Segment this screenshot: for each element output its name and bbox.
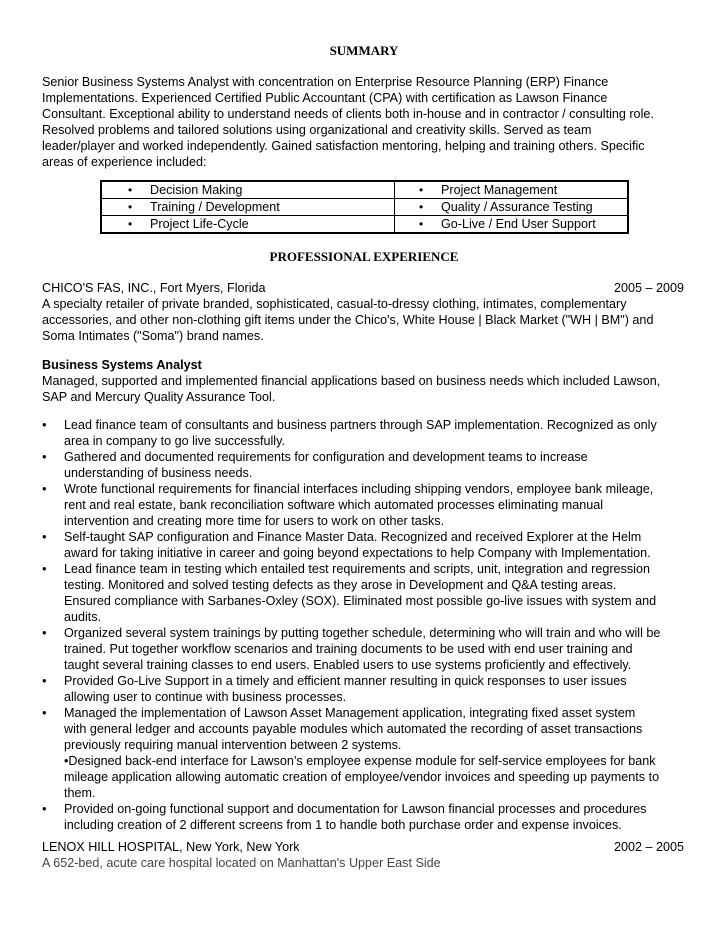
bullet-line: area in company to go live successfully. <box>64 434 285 448</box>
bullet-icon: • <box>42 705 47 720</box>
skill-cell <box>101 216 395 234</box>
company-name: LENOX HILL HOSPITAL, New York, New York <box>42 840 300 854</box>
bullet-line: taught several training classes to end users. Enabled users to use systems proficiently and effectively. <box>64 658 632 672</box>
summary-paragraph <box>42 74 692 170</box>
bullet-line: rent and real estate, bank reconciliation software which automated processes eliminating manual <box>64 498 604 512</box>
job-title: Business Systems Analyst <box>42 358 202 372</box>
summary-line: leader/player and worked independently. Gained satisfaction mentoring, helping and training others. Specific <box>42 139 645 153</box>
skill-cell <box>395 199 629 216</box>
bullet-line: them. <box>64 786 96 800</box>
description-line: Soma Intimates ("Soma") brand names. <box>42 329 264 343</box>
role-line: Managed, supported and implemented financial applications based on business needs which included Lawson, <box>42 374 661 388</box>
bullet-line: Provided Go-Live Support in a timely and efficient manner resulting in quick responses to user issues <box>64 674 627 688</box>
bullet-icon: • <box>42 417 47 432</box>
description-line: A 652-bed, acute care hospital located on Manhattan's Upper East Side <box>42 856 441 870</box>
skill-cell <box>395 181 629 199</box>
skill-cell <box>101 181 395 199</box>
experience-heading: PROFESSIONAL EXPERIENCE <box>269 249 459 264</box>
bullet-line: •Designed back-end interface for Lawson’s employee expense module for self-service employees for bank <box>64 754 656 768</box>
bullet-line: audits. <box>64 610 102 624</box>
bullet-icon: • <box>42 673 47 688</box>
list-item <box>42 705 692 801</box>
bullet-icon: • <box>128 200 133 214</box>
bullet-line: testing. Monitored and solved testing defects as they arose in Development and Q&A testing areas. <box>64 578 617 592</box>
company-name: CHICO'S FAS, INC., Fort Myers, Florida <box>42 281 266 295</box>
bullet-line: Managed the implementation of Lawson Asset Management application, integrating fixed asset system <box>64 706 636 720</box>
bullet-line: Gathered and documented requirements for configuration and development teams to increase <box>64 450 588 464</box>
bullet-icon: • <box>128 217 133 231</box>
skill-cell <box>101 199 395 216</box>
bullet-line: intervention and creating more time for users to work on other tasks. <box>64 514 445 528</box>
skill-cell <box>395 216 629 234</box>
bullet-line: including creation of 2 different screens from 1 to handle both purchase order and expense invoices. <box>64 818 622 832</box>
bullet-line: mileage application allowing automatic creation of employee/vendor invoices and speeding up payments to <box>64 770 660 784</box>
bullet-line: Organized several system trainings by putting together schedule, determining who will train and who will be <box>64 626 661 640</box>
bullet-line: Self-taught SAP configuration and Finance Master Data. Recognized and received Explorer at the Helm <box>64 530 642 544</box>
list-item <box>42 801 692 833</box>
skills-row <box>101 181 628 199</box>
bullet-line: Ensured compliance with Sarbanes-Oxley (SOX). Eliminated most possible go-live issues with system and <box>64 594 657 608</box>
bullet-icon: • <box>42 561 47 576</box>
bullet-icon: • <box>128 183 133 197</box>
description-line: A specialty retailer of private branded, sophisticated, casual-to-dressy clothing, intimates, complementary <box>42 297 627 311</box>
skill-label: Training / Development <box>150 200 280 214</box>
summary-line: areas of experience included: <box>42 155 207 169</box>
list-item <box>42 529 692 561</box>
list-item <box>42 561 692 625</box>
achievements-list <box>42 417 692 833</box>
bullet-icon: • <box>419 200 424 214</box>
bullet-icon: • <box>419 183 424 197</box>
bullet-line: trained. Put together workflow scenarios and training documents to be used with end user training and <box>64 642 633 656</box>
skill-label: Decision Making <box>150 183 243 197</box>
skills-row <box>101 216 628 234</box>
skill-label: Project Management <box>441 183 558 197</box>
job-dates: 2005 – 2009 <box>613 281 684 295</box>
role-summary <box>42 373 692 405</box>
bullet-line: previously requiring manual intervention between 2 systems. <box>64 738 402 752</box>
bullet-icon: • <box>42 529 47 544</box>
skill-label: Quality / Assurance Testing <box>441 200 593 214</box>
skills-row <box>101 199 628 216</box>
company-description <box>42 855 692 871</box>
bullet-line: understanding of business needs. <box>64 466 253 480</box>
role-line: SAP and Mercury Quality Assurance Tool. <box>42 390 276 404</box>
bullet-icon: • <box>419 217 424 231</box>
bullet-icon: • <box>42 801 47 816</box>
job-header <box>42 839 684 855</box>
list-item <box>42 625 692 673</box>
summary-heading: SUMMARY <box>329 43 399 58</box>
skill-label: Go-Live / End User Support <box>441 217 596 231</box>
summary-line: Consultant. Exceptional ability to understand needs of clients both in-house and in contractor / consulting role. <box>42 107 654 121</box>
summary-line: Implementations. Experienced Certified Public Accountant (CPA) with certification as Lawson Finance <box>42 91 608 105</box>
bullet-icon: • <box>42 625 47 640</box>
description-line: accessories, and other non-clothing gift items under the Chico's, White House | Black Market ("WH | BM") and <box>42 313 654 327</box>
bullet-line: with general ledger and accounts payable modules which automated the recording of asset transactions <box>64 722 643 736</box>
bullet-line: award for taking initiative in career and going beyond expectations to help Company with Implementation. <box>64 546 651 560</box>
summary-line: Resolved problems and tailored solutions using organizational and creativity skills. Served as team <box>42 123 592 137</box>
job-dates: 2002 – 2005 <box>613 840 684 854</box>
job-header <box>42 280 684 296</box>
bullet-icon: • <box>42 481 47 496</box>
list-item <box>42 673 692 705</box>
bullet-line: Provided on-going functional support and documentation for Lawson financial processes and procedures <box>64 802 647 816</box>
bullet-icon: • <box>42 449 47 464</box>
skills-table <box>100 180 629 234</box>
list-item <box>42 449 692 481</box>
bullet-line: Wrote functional requirements for financial interfaces including shipping vendors, employee bank mileage, <box>64 482 654 496</box>
bullet-line: Lead finance team in testing which entailed test requirements and scripts, unit, integration and regression <box>64 562 650 576</box>
bullet-line: Lead finance team of consultants and business partners through SAP implementation. Recognized as only <box>64 418 657 432</box>
list-item <box>42 481 692 529</box>
list-item <box>42 417 692 449</box>
summary-line: Senior Business Systems Analyst with concentration on Enterprise Resource Planning (ERP) Finance <box>42 75 609 89</box>
skill-label: Project Life-Cycle <box>150 217 249 231</box>
company-description <box>42 296 692 344</box>
bullet-line: allowing user to continue with business processes. <box>64 690 347 704</box>
